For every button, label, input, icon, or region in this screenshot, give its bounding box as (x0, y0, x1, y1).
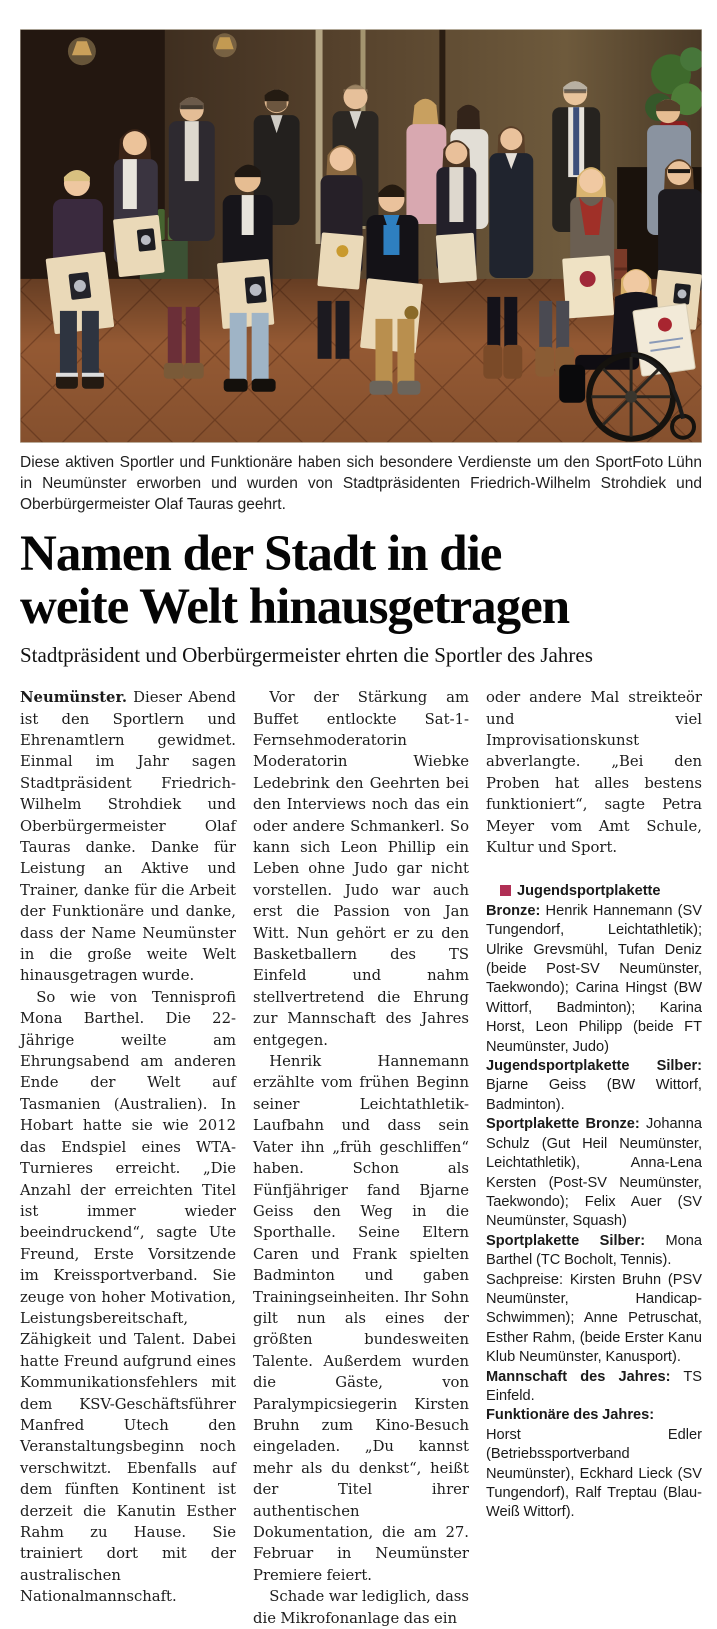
paragraph: So wie von Tennisprofi Mona Barthel. Die 22-Jährige weilte am Ehrungsabend am anderen Ende der Welt auf Tasmanien (Australien). In Hobart hatte sie wie 2012 das Endspiel eines WTA-Turnieres erreicht. „Die Anzahl der erreichten Titel ist immer wieder beeindruckend“, sagte Ute Freund, Erste Vorsitzende im Kreissportverband. Sie zeuge von hoher Motivation, Leistungsbereitschaft, Zähigkeit und Talent. Dabei hatte Freund aufgrund eines Kommunikationsfehlers mit dem KSV-Geschäftsführer Manfred Utech den Veranstaltungsbeginn noch verschwitzt. Ebenfalls auf dem fünften Kontinent ist derzeit die Kanutin Esther Rahm zu Hause. Sie trainiert dort mit der australischen Nationalmannschaft. (20, 988, 236, 1606)
dateline: Neumünster. (20, 689, 128, 707)
photo-caption (20, 452, 702, 515)
honor-item: Sportplakette Silber: Mona Barthel (TC Bocholt, Tennis). (486, 1232, 702, 1269)
honor-item: Sportplakette Bronze: Johanna Schulz (Gut Heil Neumünster, Leichtathletik), Anna-Lena Kersten (Post-SV Neumünster, Taekwondo); Felix Auer (SV Neumünster, Squash) (486, 1116, 702, 1230)
paragraph: Vor der Stärkung am Buffet entlockte Sat-1-Fernsehmoderatorin Moderatorin Wiebke Ledebrink den Geehrten bei den Interviews noch das ein oder andere Schmankerl. So kann sich Leon Phillip ein Leben ohne Judo gar nicht vorstellen. Judo war auch erst die Passion von Jan Witt. Nun gehört er zu den Basketballern des TS Einfeld und nahm stellvertretend die Ehrung zur Mannschaft des Jahres entgegen. (253, 689, 469, 1049)
headline: Namen der Stadt in die weite Welt hinausgetragen (20, 526, 570, 636)
article-photo (20, 29, 702, 515)
article-column-3 (486, 687, 702, 1629)
group-photo-illustration (20, 29, 702, 443)
honor-item: Jugendsportplakette Silber: Bjarne Geiss (BW Wittorf, Badminton). (486, 1058, 702, 1113)
photo-caption-text: Diese aktiven Sportler und Funktionäre haben sich besondere Verdienste um den Sport in Neumünster erworben und wurden von Stadtpräsidenten Friedrich-Wilhelm Strohdiek und Oberbürgermeister Olaf Tauras geehrt. (20, 454, 702, 513)
article-body (20, 687, 702, 1629)
honor-item: Funktionäre des Jahres: (486, 1407, 655, 1424)
honors-list (486, 882, 702, 1522)
article-column-2 (253, 687, 469, 1629)
honor-item: Mannschaft des Jahres: TS Einfeld. (486, 1368, 702, 1404)
paragraph: Neumünster. Dieser Abend ist den Sportlern und Ehrenamtlern gewidmet. Einmal im Jahr sagen Stadtpräsident Friedrich-Wilhelm Strohdiek und Oberbürgermeister Olaf Tauras danke. Danke für Leistung an Aktive und Trainer, danke für die Arbeit der Funktionäre und danke, dass der Name Neumünster in die große weite Welt hinausgetragen wurde. (20, 689, 236, 985)
bullet-square-icon (500, 885, 511, 896)
paragraph: Schade war lediglich, dass die Mikrofonanlage das ein (253, 1588, 469, 1627)
photo-credit: Foto Lühn (632, 454, 702, 471)
author-initials: ör (686, 689, 702, 707)
subheadline: Stadtpräsident und Oberbürgermeister ehrten die Sportler des Jahres (20, 643, 593, 668)
honor-item: Jugendsportplakette Bronze: Henrik Hannemann (SV Tungendorf, Leichtathletik); Ulrike Grevsmühl, Tufan Deniz (beide Post-SV Neumünster, Taekwondo); Carina Hingst (BW Wittorf, Badminton); Karina Horst, Leon Philipp (beide FT Neumünster, Judo) (486, 883, 702, 1055)
honor-item: Horst Edler (Betriebssportverband Neumünster), Eckhard Lieck (SV Tungendorf), Ralf Treptau (Blau-Weiß Wittorf). (486, 1426, 702, 1521)
paragraph: Henrik Hannemann erzählte vom frühen Beginn seiner Leichtathletik-Laufbahn und dass sein Vater ihn „früh geschliffen“ haben. Schon als Fünfjähriger fand Bjarne Geiss den Weg in die Sporthalle. Seine Eltern Caren und Frank spielten Badminton und gaben Trainingseinheiten. Ihr Sohn gilt nun als eines der größten bundesweiten Talente. Außerdem wurden die Gäste, von Paralympicsiegerin Kirsten Bruhn zum Kino-Besuch eingeladen. „Du kannst mehr als du denkst“, heißt der Titel ihrer authentischen Dokumentation, die am 27. Februar in Neumünster Premiere feiert. (253, 1053, 469, 1584)
honor-item: Sachpreise: Kirsten Bruhn (PSV Neumünster, Handicap-Schwimmen); Anne Petruschat, Esther Rahm, (beide Erster Kanu Klub Neumünster, Kanusport). (486, 1271, 702, 1366)
paragraph: ör oder andere Mal streikte und viel Improvisationskunst abverlangte. „Bei den Proben hat alles bestens funktioniert“, sagte Petra Meyer vom Amt Schule, Kultur und Sport. (486, 689, 702, 856)
article-column-1 (20, 687, 236, 1629)
